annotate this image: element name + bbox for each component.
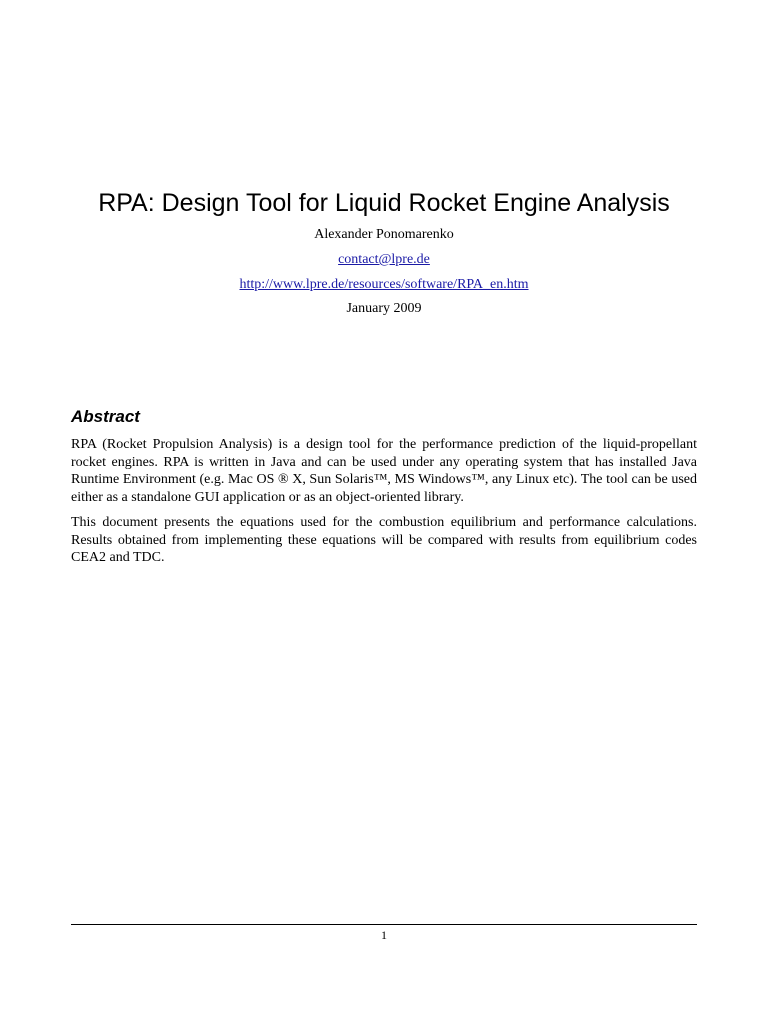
url-line <box>0 276 768 294</box>
email-line <box>0 251 768 269</box>
document-title: RPA: Design Tool for Liquid Rocket Engine Analysis <box>98 189 670 217</box>
publication-date: January 2009 <box>346 301 422 316</box>
author-name: Alexander Ponomarenko <box>314 227 454 242</box>
footer-divider <box>71 924 697 925</box>
page-number: 1 <box>381 928 387 942</box>
email-link[interactable]: contact@lpre.de <box>338 252 430 267</box>
website-link[interactable]: http://www.lpre.de/resources/software/RPA_en.htm <box>239 277 529 292</box>
abstract-heading: Abstract <box>71 407 140 426</box>
abstract-paragraph-2: This document presents the equations used for the combustion equilibrium and performance calculations. Results obtained from implementing these equations will be compared with results from equilibrium codes CEA2 and TDC. <box>71 515 697 565</box>
abstract-paragraph-1: RPA (Rocket Propulsion Analysis) is a design tool for the performance prediction of the liquid-propellant rocket engines. RPA is written in Java and can be used under any operating system that has installed Java Runtime Environment (e.g. Mac OS ® X, Sun Solaris™, MS Windows™, any Linux etc). The tool can be used either as a standalone GUI application or as an object-oriented library. <box>71 437 697 505</box>
